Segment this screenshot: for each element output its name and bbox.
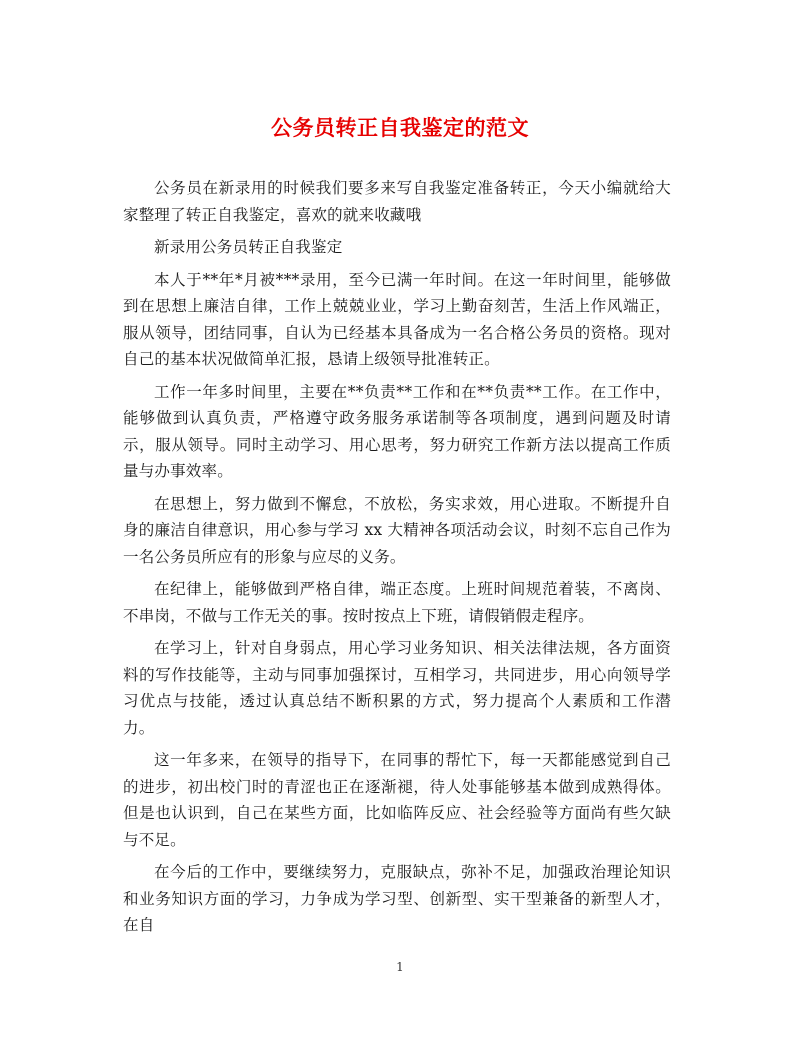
paragraph-overview: 本人于**年*月被***录用，至今已满一年时间。在这一年时间里，能够做到在思想上廉洁自律，工作上兢兢业业，学习上勤奋刻苦，生活上作风端正，服从领导，团结同事，自认为已经基本具备成为一名合格公务员的资格。现对自己的基本状况做简单汇报，恳请上级领导批准转正。: [123, 270, 671, 368]
page-number: 1: [396, 960, 404, 974]
paragraph-intro: 公务员在新录用的时候我们要多来写自我鉴定准备转正，今天小编就给大家整理了转正自我鉴定，喜欢的就来收藏哦: [123, 179, 671, 224]
paragraph-future: 在今后的工作中，要继续努力，克服缺点，弥补不足，加强政治理论知识和业务知识方面的学习，力争成为学习型、创新型、实干型兼备的新型人才，在自: [123, 863, 671, 934]
paragraph-progress: 这一年多来，在领导的指导下，在同事的帮忙下，每一天都能感觉到自己的进步，初出校门时的青涩也正在逐渐褪，待人处事能够基本做到成熟得体。但是也认识到，自己在某些方面，比如临阵反应、社会经验等方面尚有些欠缺与不足。: [123, 751, 671, 849]
document-body: [123, 175, 671, 945]
paragraph-thought: 在思想上，努力做到不懈怠，不放松，务实求效，用心进取。不断提升自身的廉洁自律意识，用心参与学习 xx 大精神各项活动会议，时刻不忘自己作为一名公务员所应有的形象与应尽的义务。: [123, 494, 671, 566]
paragraph-subheading: 新录用公务员转正自我鉴定: [154, 238, 343, 256]
paragraph-work: 工作一年多时间里，主要在**负责**工作和在**负责**工作。在工作中，能够做到认真负责，严格遵守政务服务承诺制等各项制度，遇到问题及时请示，服从领导。同时主动学习、用心思考，努力研究工作新方法以提高工作质量与办事效率。: [123, 382, 671, 480]
document-title: 公务员转正自我鉴定的范文: [271, 115, 529, 140]
paragraph-discipline: 在纪律上，能够做到严格自律，端正态度。上班时间规范着装，不离岗、不串岗，不做与工作无关的事。按时按点上下班，请假销假走程序。: [123, 580, 671, 625]
paragraph-study: 在学习上，针对自身弱点，用心学习业务知识、相关法律法规，各方面资料的写作技能等，主动与同事加强探讨，互相学习，共同进步，用心向领导学习优点与技能，透过认真总结不断积累的方式，努力提高个人素质和工作潜力。: [123, 639, 671, 737]
